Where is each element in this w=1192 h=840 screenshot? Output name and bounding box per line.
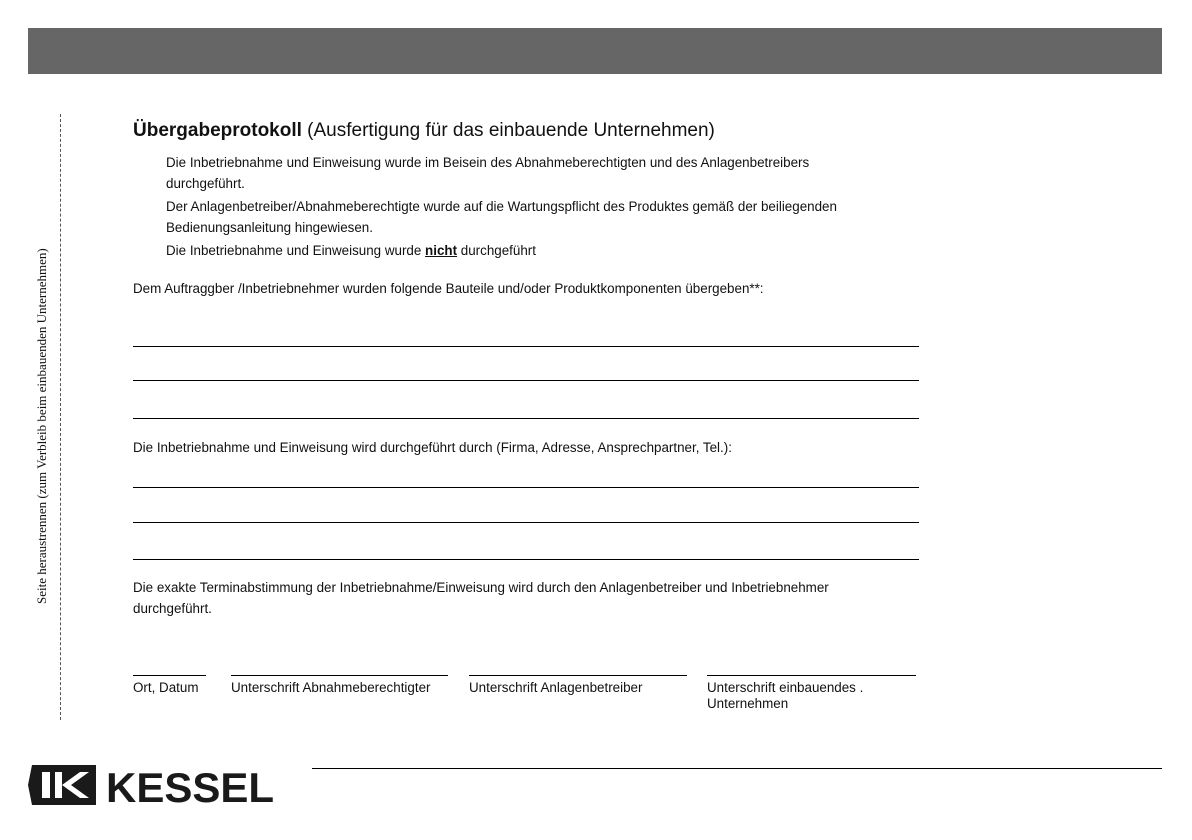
kessel-logo [28, 762, 288, 808]
components-line-2[interactable] [133, 380, 919, 381]
checklist-item-2-line-1: Der Anlagenbetreiber/Abnahmeberechtigte wurde auf die Wartungspflicht des Produktes gemäß der beiliegenden [166, 199, 837, 214]
signature-line-place-date[interactable] [133, 675, 206, 676]
signature-label-place-date: Ort, Datum [133, 680, 199, 695]
signature-label-operator: Unterschrift Anlagenbetreiber [469, 680, 643, 695]
components-label: Dem Auftraggber /Inbetriebnehmer wurden folgende Bauteile und/oder Produktkomponenten übergeben**: [133, 281, 764, 296]
kessel-logo-text: KESSEL [106, 764, 275, 808]
scheduling-note-line-1: Die exakte Terminabstimmung der Inbetriebnahme/Einweisung wird durch den Anlagenbetreiber und Inbetriebnehmer [133, 580, 829, 595]
checklist-item-1-line-2: durchgeführt. [166, 176, 245, 191]
performed-by-line-1[interactable] [133, 487, 919, 488]
scheduling-note [133, 577, 829, 619]
components-line-3[interactable] [133, 418, 919, 419]
checklist-item-3-emphasis: nicht [425, 243, 458, 258]
signature-label-installer-line-1: Unterschrift einbauendes . [707, 680, 864, 695]
checklist-item-3 [166, 240, 536, 261]
checklist-item-3-pre: Die Inbetriebnahme und Einweisung wurde [166, 243, 426, 258]
signature-label-installer [707, 680, 863, 712]
checklist-item-2 [166, 196, 837, 238]
checklist-item-2-line-2: Bedienungsanleitung hingewiesen. [166, 220, 373, 235]
footer-rule [312, 768, 1162, 769]
tear-off-note: Seite heraustrennen (zum Verbleib beim einbauenden Unternehmen) [34, 248, 49, 604]
signature-line-operator[interactable] [469, 675, 687, 676]
signature-line-acceptor[interactable] [231, 675, 448, 676]
cut-line [60, 114, 61, 720]
signature-line-installer[interactable] [707, 675, 916, 676]
title-subtitle: (Ausfertigung für das einbauende Unternehmen) [301, 120, 715, 141]
page-title [133, 120, 715, 142]
checklist-item-3-post: durchgeführt [457, 243, 536, 258]
scheduling-note-line-2: durchgeführt. [133, 601, 212, 616]
checklist-item-1-line-1: Die Inbetriebnahme und Einweisung wurde im Beisein des Abnahmeberechtigten und des Anlagenbetreibers [166, 155, 810, 170]
performed-by-line-3[interactable] [133, 559, 919, 560]
components-line-1[interactable] [133, 346, 919, 347]
kessel-logo-icon [28, 765, 96, 805]
performed-by-label: Die Inbetriebnahme und Einweisung wird durchgeführt durch (Firma, Adresse, Ansprechpartner, Tel.): [133, 440, 732, 455]
checklist-item-1 [166, 152, 809, 194]
signature-label-acceptor: Unterschrift Abnahmeberechtigter [231, 680, 431, 695]
header-bar [28, 28, 1162, 74]
signature-label-installer-line-2: Unternehmen [707, 696, 789, 711]
performed-by-line-2[interactable] [133, 522, 919, 523]
title-main: Übergabeprotokoll [133, 120, 302, 141]
